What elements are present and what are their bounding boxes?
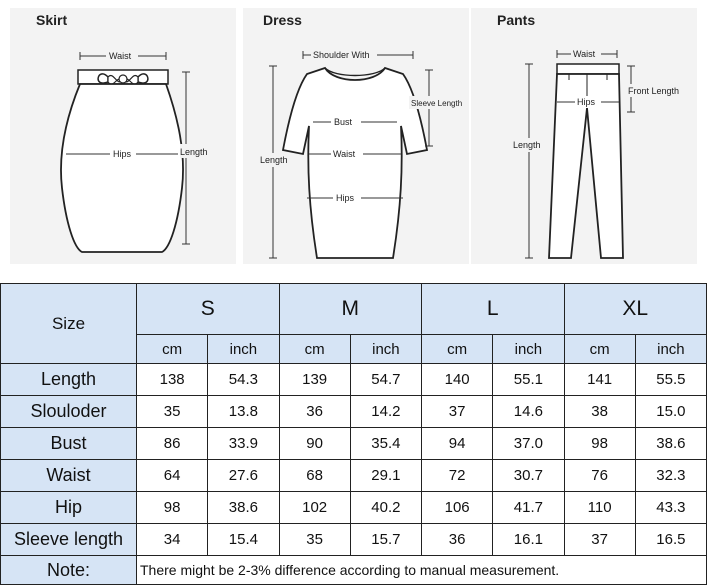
value-cell: 41.7 [493,492,564,524]
pants-title: Pants [497,12,536,28]
value-cell: 36 [279,396,350,428]
value-cell: 16.1 [493,524,564,556]
value-cell: 35 [137,396,208,428]
pants-hips-label: Hips [577,97,596,107]
pants-diagram [471,8,697,264]
row-label: Waist [1,460,137,492]
pants-front-label: Front Length [628,86,680,96]
skirt-waist-label: Waist [109,51,132,61]
value-cell: 15.0 [635,396,706,428]
row-label: Slouloder [1,396,137,428]
value-cell: 76 [564,460,635,492]
value-cell: 37.0 [493,428,564,460]
pants-length-label: Length [513,140,541,150]
size-m: M [279,284,422,335]
row-label: Bust [1,428,137,460]
dress-length-label: Length [260,155,288,165]
unit-cell: cm [279,335,350,364]
unit-cell: cm [564,335,635,364]
value-cell: 27.6 [208,460,279,492]
note-label: Note: [1,556,137,585]
skirt-panel [10,8,236,264]
value-cell: 54.7 [350,364,421,396]
value-cell: 141 [564,364,635,396]
value-cell: 33.9 [208,428,279,460]
value-cell: 32.3 [635,460,706,492]
value-cell: 35.4 [350,428,421,460]
size-l: L [422,284,565,335]
table-row [1,396,707,428]
value-cell: 15.7 [350,524,421,556]
unit-cell: inch [493,335,564,364]
unit-cell: inch [350,335,421,364]
dress-shoulder-label: Shoulder With [313,50,370,60]
value-cell: 30.7 [493,460,564,492]
value-cell: 38.6 [208,492,279,524]
value-cell: 36 [422,524,493,556]
value-cell: 40.2 [350,492,421,524]
unit-cell: cm [422,335,493,364]
dress-sleeve-label: Sleeve Length [411,99,463,108]
table-row [1,428,707,460]
value-cell: 64 [137,460,208,492]
dress-diagram [243,8,469,264]
dress-panel [243,8,469,264]
value-cell: 14.6 [493,396,564,428]
value-cell: 98 [137,492,208,524]
pants-waist-label: Waist [573,49,596,59]
skirt-diagram [10,8,236,264]
value-cell: 140 [422,364,493,396]
note-row [1,556,707,585]
value-cell: 55.5 [635,364,706,396]
skirt-hips-label: Hips [113,149,132,159]
table-row [1,460,707,492]
unit-cell: inch [208,335,279,364]
value-cell: 138 [137,364,208,396]
dress-bust-label: Bust [334,117,353,127]
value-cell: 37 [564,524,635,556]
size-title: Size [1,284,137,364]
value-cell: 38.6 [635,428,706,460]
value-cell: 38 [564,396,635,428]
value-cell: 43.3 [635,492,706,524]
value-cell: 55.1 [493,364,564,396]
pants-panel [471,8,697,264]
value-cell: 90 [279,428,350,460]
value-cell: 37 [422,396,493,428]
table-row [1,492,707,524]
row-label: Sleeve length [1,524,137,556]
value-cell: 72 [422,460,493,492]
value-cell: 15.4 [208,524,279,556]
skirt-title: Skirt [36,12,68,28]
table-row [1,364,707,396]
value-cell: 68 [279,460,350,492]
row-label: Length [1,364,137,396]
table-row [1,524,707,556]
unit-cell: inch [635,335,706,364]
value-cell: 29.1 [350,460,421,492]
size-s: S [137,284,280,335]
size-chart-table [0,283,707,585]
value-cell: 86 [137,428,208,460]
value-cell: 98 [564,428,635,460]
note-text: There might be 2-3% difference according to manual measurement. [137,556,707,585]
size-header-row [1,284,707,335]
value-cell: 54.3 [208,364,279,396]
row-label: Hip [1,492,137,524]
skirt-length-label: Length [180,147,208,157]
dress-title: Dress [263,12,302,28]
value-cell: 94 [422,428,493,460]
value-cell: 35 [279,524,350,556]
dress-hips-label: Hips [336,193,355,203]
unit-cell: cm [137,335,208,364]
value-cell: 139 [279,364,350,396]
value-cell: 14.2 [350,396,421,428]
value-cell: 110 [564,492,635,524]
value-cell: 16.5 [635,524,706,556]
value-cell: 13.8 [208,396,279,428]
value-cell: 102 [279,492,350,524]
value-cell: 34 [137,524,208,556]
dress-waist-label: Waist [333,149,356,159]
size-xl: XL [564,284,707,335]
value-cell: 106 [422,492,493,524]
